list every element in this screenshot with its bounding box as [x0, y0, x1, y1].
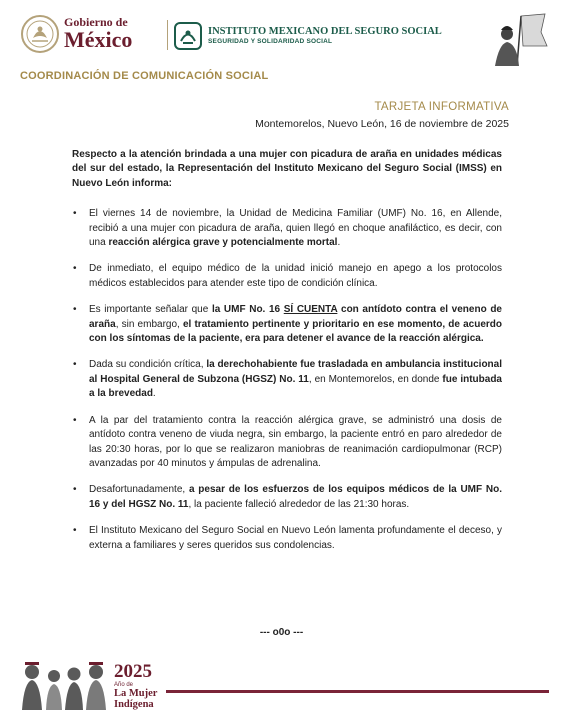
list-item	[72, 207, 502, 250]
bullet-mark: •	[73, 208, 77, 220]
item-text: Desafortunadamente,	[89, 484, 189, 496]
gobierno-big: México	[64, 27, 133, 52]
closing-mark: --- o0o ---	[259, 627, 304, 638]
heroine-with-flag-icon	[487, 12, 549, 68]
year-tag-line-1: La Mujer	[114, 688, 158, 699]
header-divider	[167, 20, 168, 50]
item-bold: el tratamiento pertinente y prioritario en ese momento, de acuerdo con los síntomas de la paciente, era para detener el avance de la reacción alérgica.	[89, 318, 502, 345]
item-bold-underline: SÍ CUENTA	[283, 304, 338, 316]
item-text: , en Montemorelos, en donde	[308, 373, 443, 385]
item-bold: a pesar de los esfuerzos de los equipos médicos de la UMF No. 16 y del HGSZ No. 11	[89, 484, 503, 510]
item-text: El Instituto Mexicano del Seguro Social en Nuevo León lamenta profundamente el deceso, y externa a familiares y seres queridos sus condolencias.	[89, 525, 502, 551]
item-bold: fue intubada a la brevedad	[89, 373, 502, 400]
bullet-list	[72, 207, 502, 553]
intro-paragraph: Respecto a la atención brindada a una mujer con picadura de araña en unidades médicas del sur del estado, la Representación del Instituto Mexicano del Seguro Social (IMSS) en Nuevo León informa:	[72, 149, 502, 189]
list-item	[72, 262, 502, 291]
imss-logo-text	[208, 26, 442, 45]
bullet-mark: •	[73, 304, 77, 316]
imss-logo-icon	[174, 22, 202, 50]
item-text: El viernes 14 de noviembre, la Unidad de Medicina Familiar (UMF) No. 16, en Allende, recibió a una mujer con picadura de araña, quien llegó en choque anafiláctico, es decir, con una	[89, 208, 502, 249]
imss-slogan: SEGURIDAD Y SOLIDARIDAD SOCIAL	[208, 37, 333, 45]
item-text: De inmediato, el equipo médico de la unidad inició manejo en apego a los protocolos médicos establecidos para atender este tipo de condición clínica.	[89, 263, 502, 289]
list-item	[72, 358, 502, 401]
item-text: A la par del tratamiento contra la reacción alérgica grave, se administró una dosis de antídoto contra veneno de viuda negra, sin embargo, la paciente entró en paro alrededor de las 20:30 horas, por lo que se realizaron maniobras de reanimación cardiopulmonar (RCP) avanzadas por 40 minutos y ámpulas de adrenalina.	[89, 414, 502, 469]
bullet-mark: •	[73, 484, 77, 496]
bullet-mark: •	[73, 359, 77, 371]
year-subtitle: Año de	[114, 682, 134, 688]
indigenous-women-illustration-icon	[20, 658, 112, 710]
item-bold: la derechohabiente fue trasladada en ambulancia institucional al Hospital General de Subzona (HGSZ) No. 11	[89, 359, 502, 385]
footer-rule	[166, 690, 549, 693]
list-item	[72, 483, 502, 512]
bullet-mark: •	[73, 414, 77, 426]
item-bold: reacción alérgica grave y potencialmente mortal	[108, 237, 338, 249]
item-text: , sin embargo,	[115, 318, 183, 330]
imss-name: INSTITUTO MEXICANO DEL SEGURO SOCIAL	[208, 26, 442, 37]
list-item	[72, 414, 502, 472]
bullet-mark: •	[73, 525, 77, 537]
bullet-mark: •	[73, 263, 77, 275]
item-text: Dada su condición crítica,	[89, 359, 207, 371]
gobierno-logo-text	[64, 16, 132, 51]
year-tag-line-2: Indígena	[114, 699, 154, 711]
coordination-title: COORDINACIÓN DE COMUNICACIÓN SOCIAL	[20, 70, 269, 82]
item-bold: la UMF No. 16	[211, 304, 284, 316]
national-seal-icon	[20, 14, 60, 54]
year-badge	[114, 662, 157, 710]
list-item	[72, 524, 502, 553]
list-item	[72, 303, 502, 346]
item-bold: con antídoto contra el veneno de araña	[89, 304, 502, 330]
document-body	[72, 148, 502, 565]
document-type: TARJETA INFORMATIVA	[374, 101, 509, 113]
item-text: , la paciente falleció alrededor de las 21:30 horas.	[188, 498, 410, 510]
year-number: 2025	[114, 661, 152, 682]
item-text: Es importante señalar que	[89, 304, 212, 316]
item-text: .	[337, 237, 341, 249]
item-text: .	[152, 388, 156, 400]
letterhead	[20, 12, 551, 62]
gobierno-small: Gobierno de	[64, 15, 128, 29]
place-date: Montemorelos, Nuevo León, 16 de noviembre de 2025	[255, 118, 509, 130]
